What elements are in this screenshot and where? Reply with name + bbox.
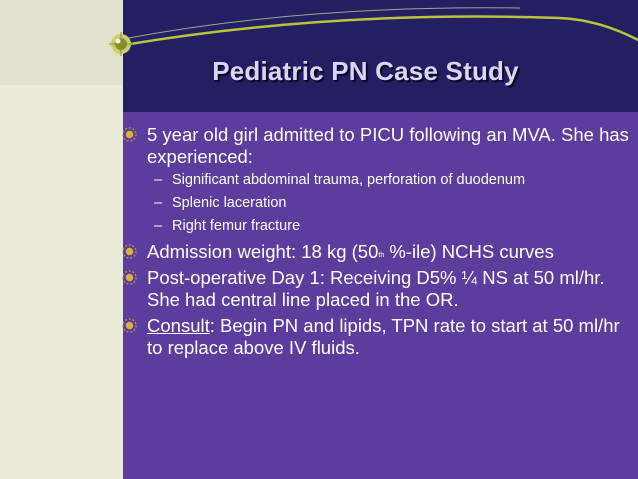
sun-bullet-icon [122, 270, 137, 285]
list-item-text: 5 year old girl admitted to PICU following an MVA. She has experienced: [147, 124, 629, 167]
decorative-orb-icon [109, 32, 133, 56]
arc-line-thin [118, 8, 520, 40]
arc-line [118, 17, 638, 46]
sub-item: – Significant abdominal trauma, perforation of duodenum [154, 172, 526, 188]
sun-bullet-icon [122, 318, 137, 333]
list-item [120, 124, 635, 168]
list-item [120, 267, 635, 311]
list-item: Admission weight: 18 kg (50th %-ile) NCHS curves [120, 241, 635, 263]
consult-label: Consult [147, 315, 210, 336]
sub-item: – Right femur fracture [154, 218, 301, 234]
list-item: Consult: Begin PN and lipids, TPN rate to start at 50 ml/hr to replace above IV fluids. [120, 315, 635, 359]
sun-bullet-icon [122, 244, 137, 259]
slide-title: Pediatric PN Case Study [212, 56, 519, 86]
sun-bullet-icon [122, 127, 137, 142]
list-item-text: Post-operative Day 1: Receiving D5% ¼ NS at 50 ml/hr. She had central line placed in the OR. [147, 267, 605, 310]
bullet-list [120, 124, 635, 363]
sub-item: – Splenic laceration [154, 195, 287, 211]
